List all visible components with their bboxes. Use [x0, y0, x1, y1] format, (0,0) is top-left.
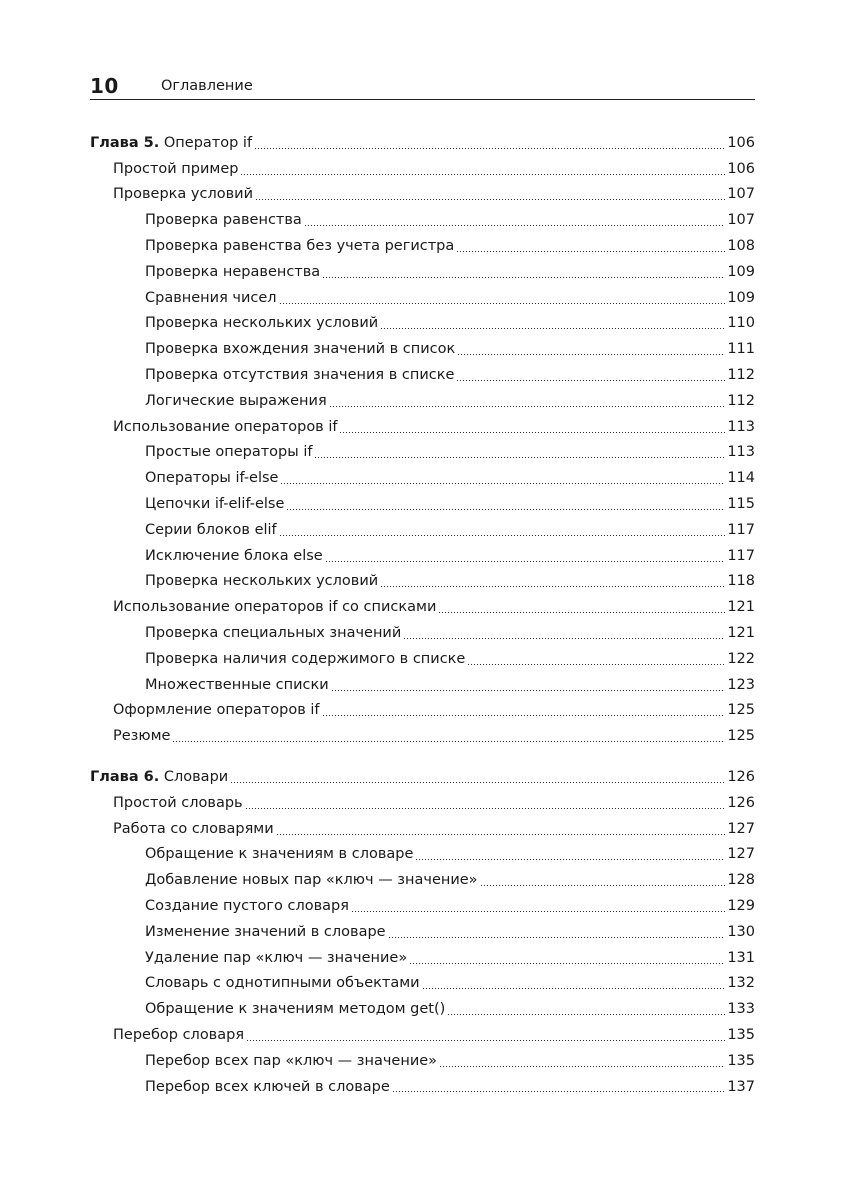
toc-subsection-entry[interactable] [90, 1074, 755, 1100]
dot-leader [456, 251, 725, 252]
dot-leader [279, 303, 726, 304]
toc-subsection-entry[interactable] [90, 285, 755, 311]
toc-entry-text: Проверка нескольких условий [145, 573, 379, 590]
toc-section-entry[interactable] [90, 790, 755, 816]
toc-page-number: 129 [727, 898, 755, 914]
dot-leader [280, 483, 725, 484]
toc-subsection-entry[interactable] [90, 1048, 755, 1074]
toc-page-number: 113 [727, 418, 755, 435]
dot-leader [339, 432, 725, 433]
toc-entry-text: Простой словарь [113, 794, 243, 811]
dot-leader [457, 354, 725, 355]
toc-entry-text: Проверка специальных значений [145, 625, 402, 642]
toc-entry-text: Множественные списки [145, 676, 329, 693]
page-number: 10 [90, 74, 119, 98]
toc-page-number: 123 [727, 676, 755, 693]
toc-entry-text: Использование операторов if со списками [113, 599, 437, 616]
toc-page-number: 117 [727, 547, 755, 564]
dot-leader [422, 988, 726, 989]
toc-entry-title [113, 1027, 244, 1043]
toc-subsection-entry[interactable] [90, 388, 755, 414]
toc-entry-text: Обращение к значениям методом get() [145, 1001, 446, 1018]
toc-entry-text: Перебор всех пар «ключ — значение» [145, 1052, 438, 1069]
running-title: Оглавление [161, 78, 253, 94]
toc-page-number: 127 [727, 846, 755, 863]
dot-leader [286, 509, 725, 510]
toc-entry-title [145, 975, 420, 991]
dot-leader [331, 690, 726, 691]
toc-entry-title [145, 1001, 445, 1017]
toc-entry-text: Работа со словарями [113, 820, 274, 837]
toc-entry-title [145, 341, 455, 357]
toc-page-number: 132 [727, 975, 755, 992]
toc-entry-text: Перебор словаря [113, 1026, 245, 1043]
toc-entry-text: Словари [159, 769, 229, 786]
toc-entry-text: Проверка отсутствия значения в списке [145, 367, 455, 384]
toc-subsection-entry[interactable] [90, 311, 755, 337]
toc-chapter-entry[interactable] [90, 764, 755, 790]
toc-page-number: 126 [727, 769, 755, 786]
toc-entry-text: Резюме [113, 728, 171, 745]
toc-page-number: 112 [727, 392, 755, 409]
toc-subsection-entry[interactable] [90, 893, 755, 919]
dot-leader [325, 561, 726, 562]
toc-entry-title [145, 924, 386, 940]
toc-entry-title [145, 290, 277, 306]
toc-subsection-entry[interactable] [90, 867, 755, 893]
toc-subsection-entry[interactable] [90, 919, 755, 945]
toc-entry-title [145, 367, 454, 383]
toc-entry-title [145, 238, 454, 254]
toc-page-number: 106 [727, 160, 755, 177]
toc-section-entry[interactable] [90, 156, 755, 182]
dot-leader [254, 148, 725, 149]
toc-page-number: 127 [727, 820, 755, 837]
dot-leader [246, 1040, 725, 1041]
toc-entry-text: Перебор всех ключей в словаре [145, 1078, 390, 1095]
toc-entry-title [145, 872, 478, 888]
toc-page-number: 125 [727, 702, 755, 719]
dot-leader [304, 225, 726, 226]
toc-page-number: 128 [727, 872, 755, 889]
dot-leader [380, 586, 725, 587]
toc-entry-text: Проверка нескольких условий [145, 315, 379, 332]
toc-subsection-entry[interactable] [90, 569, 755, 595]
toc-entry-title [113, 599, 436, 615]
toc-entry-text: Изменение значений в словаре [145, 923, 386, 940]
toc-subsection-entry[interactable] [90, 465, 755, 491]
toc-entry-text: Серии блоков elif [145, 521, 277, 538]
toc-entry-title [113, 702, 320, 718]
table-of-contents [90, 130, 755, 1099]
toc-page-number: 111 [727, 341, 755, 358]
chapter-label: Глава 6. [90, 769, 160, 786]
toc-page-number: 107 [727, 212, 755, 229]
dot-leader [439, 1066, 725, 1067]
toc-entry-title [113, 795, 243, 811]
dot-leader [276, 834, 726, 835]
toc-entry-title [145, 496, 284, 512]
toc-entry-title [90, 135, 252, 151]
toc-page-number: 112 [727, 367, 755, 384]
dot-leader [388, 937, 726, 938]
dot-leader [172, 741, 725, 742]
toc-section-entry[interactable] [90, 1022, 755, 1048]
toc-subsection-entry[interactable] [90, 517, 755, 543]
toc-section-entry[interactable] [90, 816, 755, 842]
toc-page-number: 110 [727, 315, 755, 332]
toc-entry-title [145, 315, 378, 331]
dot-leader [409, 963, 725, 964]
toc-entry-text: Проверка вхождения значений в список [145, 341, 456, 358]
toc-entry-title [113, 728, 170, 744]
toc-subsection-entry[interactable] [90, 672, 755, 698]
toc-chapter-entry[interactable] [90, 130, 755, 156]
toc-entry-title [145, 625, 401, 641]
toc-subsection-entry[interactable] [90, 207, 755, 233]
toc-entry-text: Исключение блока else [145, 547, 323, 564]
toc-subsection-entry[interactable] [90, 233, 755, 259]
toc-entry-title [145, 950, 407, 966]
toc-entry-title [145, 264, 320, 280]
toc-page-number: 109 [727, 263, 755, 280]
toc-page-number: 137 [727, 1078, 755, 1095]
toc-page-number: 135 [727, 1052, 755, 1069]
toc-subsection-entry[interactable] [90, 842, 755, 868]
toc-subsection-entry[interactable] [90, 945, 755, 971]
chapter-label: Глава 5. [90, 134, 160, 151]
dot-leader [403, 638, 725, 639]
toc-entry-text: Обращение к значениям в словаре [145, 846, 414, 863]
toc-subsection-entry[interactable] [90, 971, 755, 997]
dot-leader [456, 380, 725, 381]
toc-page-number: 121 [727, 625, 755, 642]
toc-page-number: 114 [727, 470, 755, 487]
dot-leader [322, 277, 725, 278]
toc-subsection-entry[interactable] [90, 362, 755, 388]
toc-page-number: 117 [727, 521, 755, 538]
toc-entry-title [145, 573, 378, 589]
toc-page-number: 106 [727, 134, 755, 151]
toc-entry-text: Оператор if [159, 134, 253, 151]
toc-page-number: 126 [727, 794, 755, 811]
toc-section-entry[interactable] [90, 182, 755, 208]
toc-entry-text: Проверка наличия содержимого в списке [145, 650, 466, 667]
toc-page-number: 118 [727, 573, 755, 590]
dot-leader [230, 782, 725, 783]
toc-subsection-entry[interactable] [90, 336, 755, 362]
toc-entry-title [145, 846, 413, 862]
toc-subsection-entry[interactable] [90, 620, 755, 646]
toc-entry-text: Словарь с однотипными объектами [145, 975, 420, 992]
dot-leader [279, 535, 726, 536]
toc-entry-text: Операторы if-else [145, 470, 279, 487]
toc-entry-title [145, 677, 329, 693]
toc-page-number: 113 [727, 444, 755, 461]
dot-leader [480, 885, 726, 886]
toc-entry-text: Проверка равенства без учета регистра [145, 238, 455, 255]
dot-leader [245, 808, 726, 809]
toc-entry-title [145, 212, 302, 228]
dot-leader [392, 1091, 726, 1092]
toc-entry-title [113, 161, 238, 177]
toc-entry-text: Простые операторы if [145, 444, 313, 461]
toc-page-number: 133 [727, 1001, 755, 1018]
toc-entry-title [145, 522, 277, 538]
toc-entry-title [145, 393, 327, 409]
dot-leader [438, 612, 725, 613]
dot-leader [467, 664, 725, 665]
toc-entry-title [145, 548, 323, 564]
toc-page-number: 121 [727, 599, 755, 616]
dot-leader [255, 199, 725, 200]
toc-entry-text: Цепочки if-elif-else [145, 496, 285, 513]
toc-entry-title [145, 651, 465, 667]
toc-entry-text: Простой пример [113, 160, 239, 177]
dot-leader [380, 328, 725, 329]
toc-entry-title [145, 898, 349, 914]
toc-subsection-entry[interactable] [90, 491, 755, 517]
page-header [90, 72, 755, 100]
toc-entry-text: Проверка равенства [145, 212, 302, 229]
toc-subsection-entry[interactable] [90, 996, 755, 1022]
toc-entry-text: Сравнения чисел [145, 289, 277, 306]
toc-subsection-entry[interactable] [90, 646, 755, 672]
toc-page-number: 115 [727, 496, 755, 513]
dot-leader [415, 859, 725, 860]
toc-page-number: 130 [727, 923, 755, 940]
toc-entry-title [113, 821, 274, 837]
toc-section-entry[interactable] [90, 698, 755, 724]
toc-entry-text: Проверка условий [113, 186, 253, 203]
toc-section-entry[interactable] [90, 723, 755, 749]
toc-page-number: 109 [727, 289, 755, 306]
toc-entry-text: Проверка неравенства [145, 263, 321, 280]
toc-page-number: 125 [727, 728, 755, 745]
toc-page-number: 135 [727, 1026, 755, 1043]
toc-entry-title [145, 444, 312, 460]
toc-entry-text: Создание пустого словаря [145, 898, 349, 914]
dot-leader [447, 1014, 725, 1015]
toc-entry-text: Добавление новых пар «ключ — значение» [145, 872, 478, 889]
toc-page-number: 108 [727, 238, 755, 255]
dot-leader [240, 174, 725, 175]
toc-subsection-entry[interactable] [90, 440, 755, 466]
toc-subsection-entry[interactable] [90, 543, 755, 569]
toc-entry-title [113, 186, 253, 202]
toc-entry-title [145, 1079, 390, 1095]
toc-page-number: 131 [727, 949, 755, 966]
toc-page-number: 107 [727, 186, 755, 203]
toc-page-number: 122 [727, 650, 755, 667]
toc-entry-text: Оформление операторов if [113, 702, 320, 719]
dot-leader [329, 406, 726, 407]
toc-subsection-entry[interactable] [90, 259, 755, 285]
toc-entry-title [90, 769, 228, 785]
dot-leader [351, 911, 725, 912]
toc-entry-title [145, 470, 278, 486]
toc-entry-title [113, 419, 337, 435]
toc-entry-title [145, 1053, 437, 1069]
toc-section-entry[interactable] [90, 594, 755, 620]
toc-entry-text: Логические выражения [145, 392, 327, 409]
dot-leader [322, 715, 726, 716]
toc-entry-text: Удаление пар «ключ — значение» [145, 949, 408, 966]
toc-entry-text: Использование операторов if [113, 418, 338, 435]
toc-section-entry[interactable] [90, 414, 755, 440]
dot-leader [314, 457, 725, 458]
